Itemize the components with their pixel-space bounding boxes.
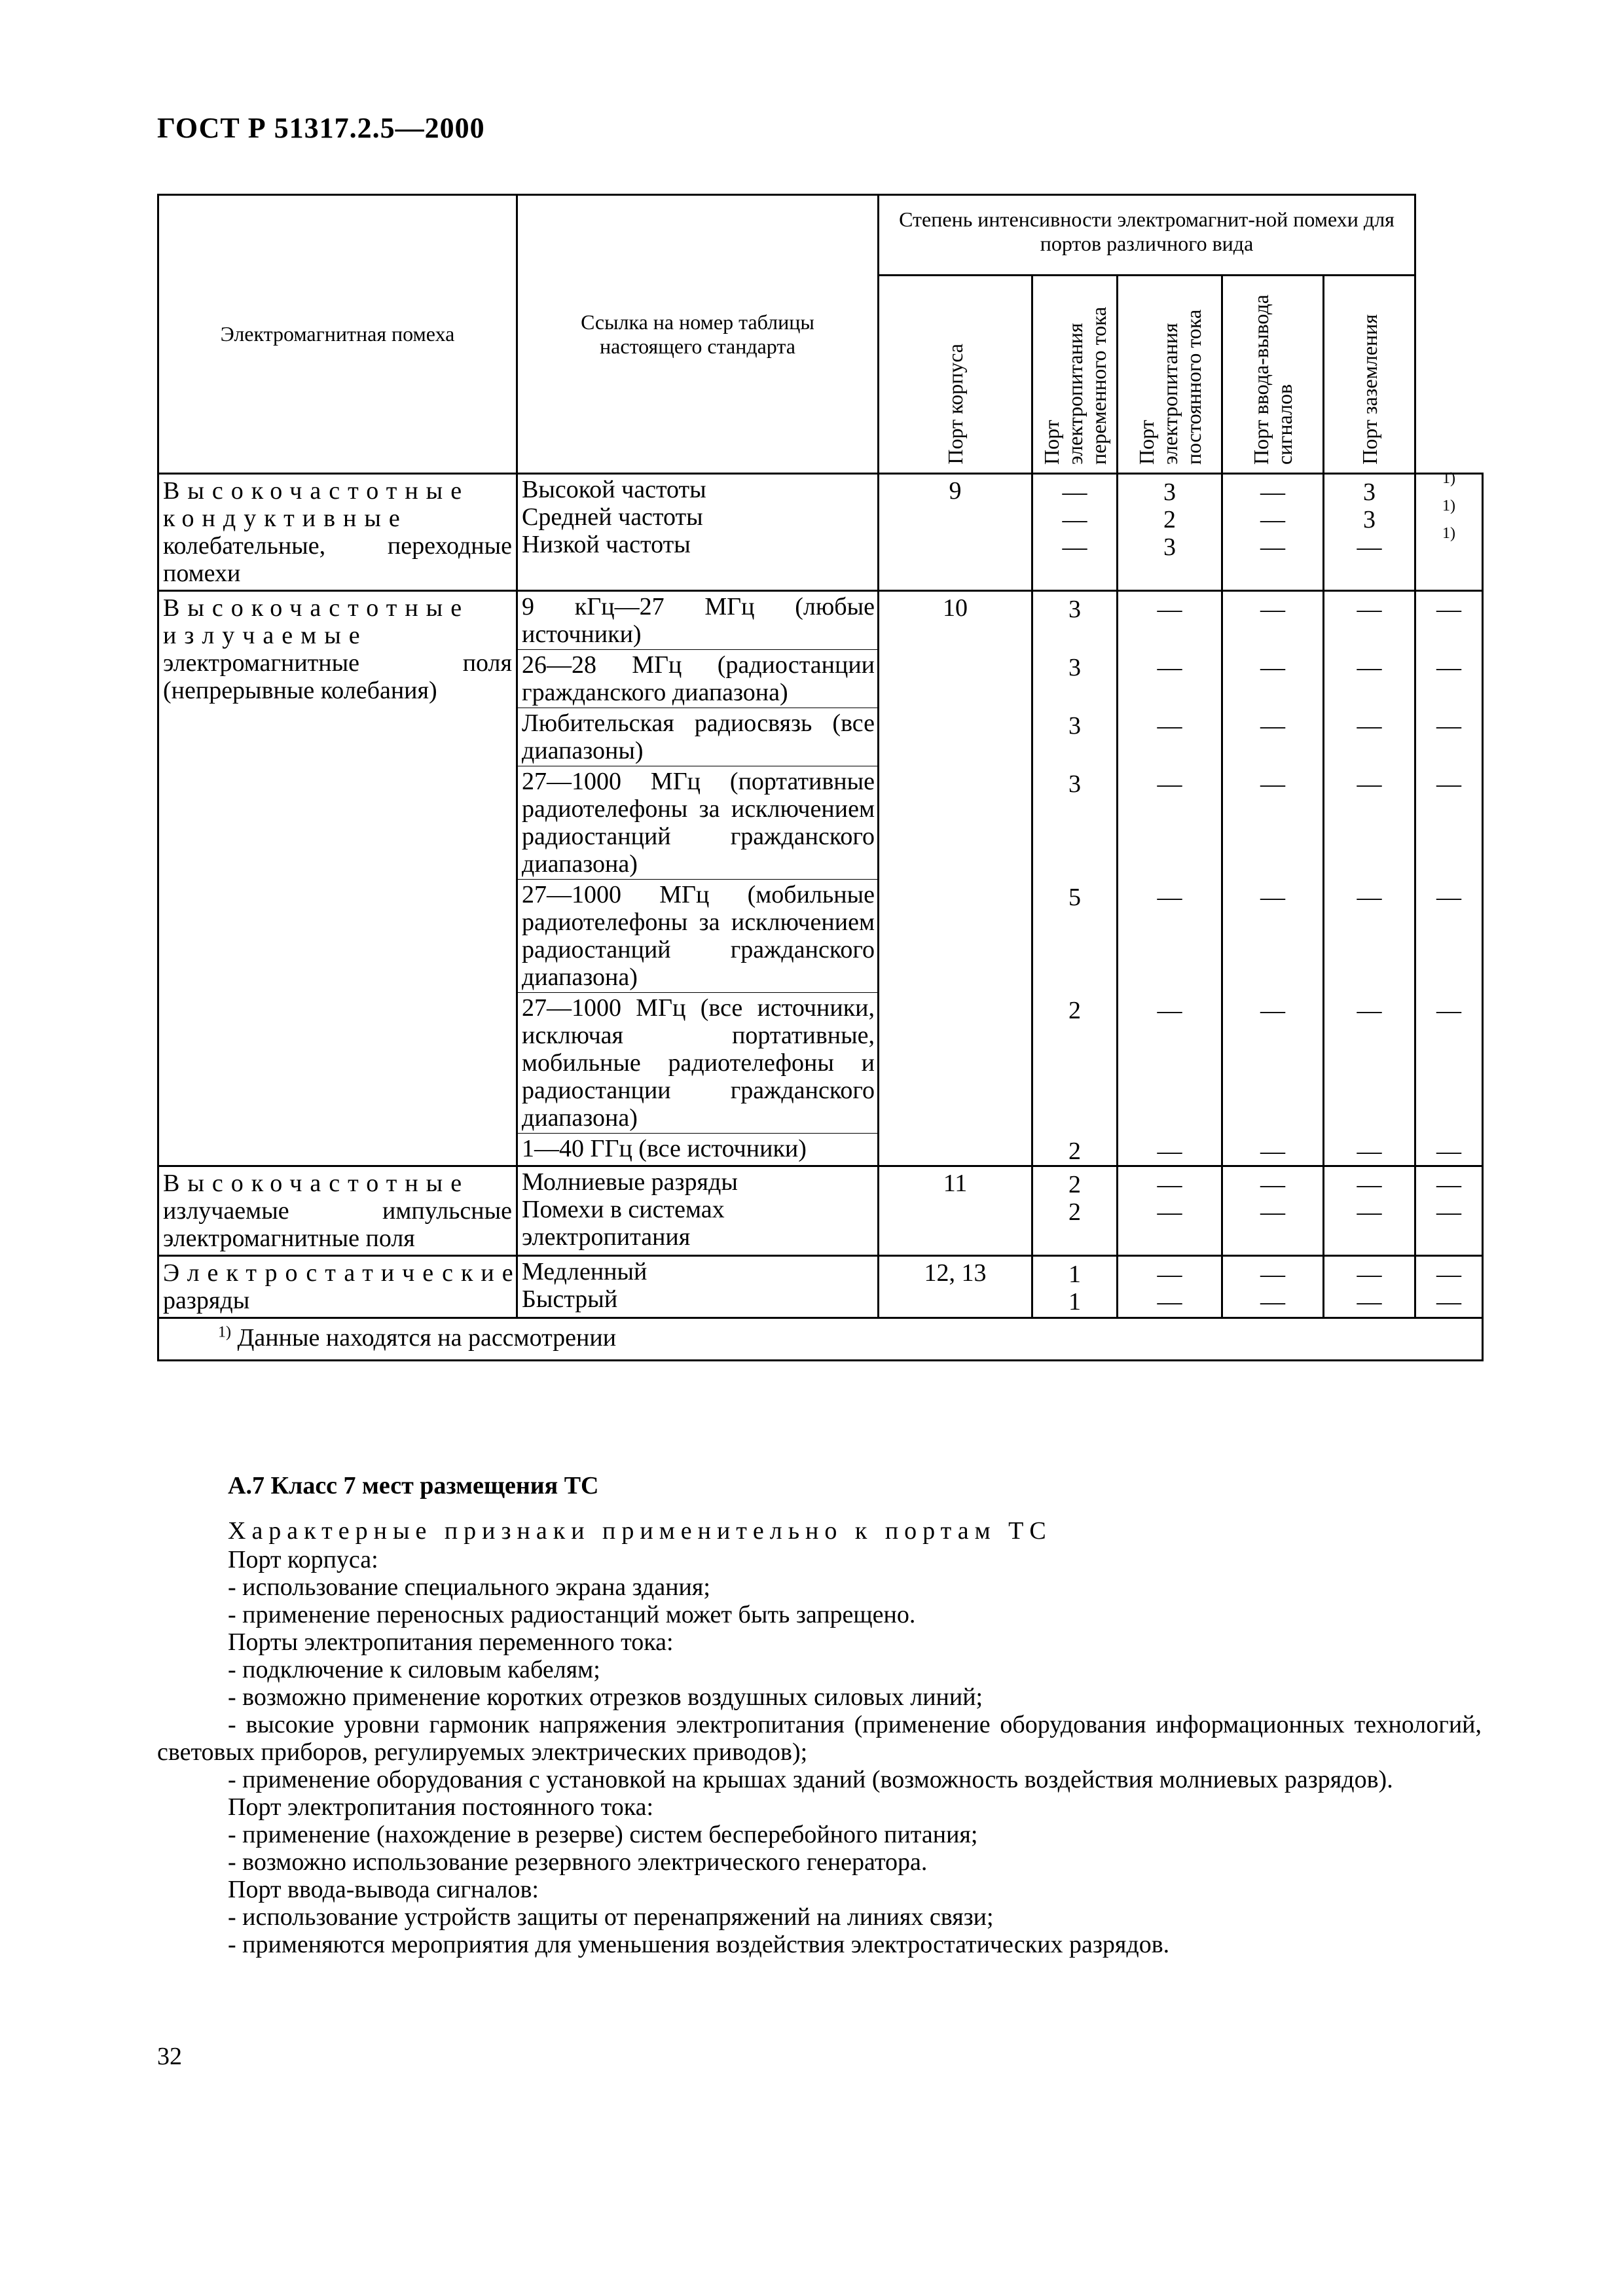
subtype-label: Молниевые разряды — [522, 1168, 738, 1196]
ref-cell — [879, 591, 1032, 1166]
section-line: Порт электропитания постоянного тока: — [228, 1793, 654, 1821]
value: 1) — [1442, 525, 1455, 542]
value-cell — [1324, 766, 1415, 880]
subtype-label: 1—40 ГГц (все источники) — [522, 1135, 807, 1162]
subtype-label: Средней частоты — [522, 503, 703, 531]
value-cell — [1222, 766, 1324, 880]
value: — — [1436, 1137, 1461, 1165]
section-line: - применение (нахождение в резерве) систем бесперебойного питания; — [228, 1821, 978, 1848]
value: — — [1260, 770, 1285, 798]
value-cell — [1032, 650, 1118, 708]
value: — — [1260, 996, 1285, 1024]
section-line: Порты электропитания переменного тока: — [228, 1628, 674, 1656]
section-line: - высокие уровни гармоник напряжения электропитания (применение оборудования информационных технологий, световых приборов, регулируемых электрических приводов); — [157, 1711, 1482, 1766]
value: — — [1436, 996, 1461, 1024]
subtype-cell — [517, 650, 879, 708]
port-header-1 — [879, 276, 1032, 474]
value: 3 — [1363, 506, 1376, 533]
value: — — [1357, 653, 1382, 681]
category-cell — [158, 474, 517, 591]
value: — — [1357, 1170, 1382, 1198]
value-cell — [1324, 1255, 1415, 1318]
port-header-label: Порт электропитания переменного тока — [1039, 306, 1110, 465]
category-title: Высокочастотные кондуктивные — [163, 477, 470, 532]
value: 1) — [1442, 470, 1455, 487]
category-desc: разряды — [163, 1286, 250, 1314]
value: — — [1260, 653, 1285, 681]
value: — — [1436, 1260, 1461, 1288]
value: — — [1260, 1170, 1285, 1198]
category-desc: излучаемые импульсные электромагнитные поля — [163, 1196, 512, 1252]
category-cell — [158, 1166, 517, 1255]
port-header-label: Порт электропитания постоянного тока — [1134, 309, 1205, 465]
value: 2 — [1068, 1170, 1081, 1198]
value: — — [1157, 1198, 1182, 1226]
value-cell — [1118, 993, 1222, 1134]
value: — — [1357, 1287, 1382, 1316]
page-number: 32 — [157, 2043, 182, 2070]
subtype-cell — [517, 880, 879, 993]
table-row — [158, 1166, 1483, 1255]
value-cell — [1032, 993, 1118, 1134]
value-cell — [1118, 1166, 1222, 1255]
value-cell — [1118, 1134, 1222, 1166]
document-header: ГОСТ Р 51317.2.5—2000 — [157, 112, 485, 144]
section-line: - применение оборудования с установкой на крышах зданий (возможность воздействия молниевых разрядов). — [228, 1766, 1393, 1793]
subtype-label: 27—1000 МГц (все источники, исключая портативные, мобильные радиотелефоны и радиостанции гражданского диапазона) — [522, 994, 875, 1132]
value-cell — [1118, 1255, 1222, 1318]
value: — — [1260, 478, 1285, 506]
value-cell — [1032, 1166, 1118, 1255]
value-cell — [1324, 650, 1415, 708]
value: — — [1157, 711, 1182, 740]
footnote-cell — [158, 1318, 1483, 1360]
value: — — [1157, 1260, 1182, 1288]
value: 1 — [1068, 1260, 1081, 1288]
value: 1 — [1068, 1287, 1081, 1316]
category-desc: электромагнитные поля (непрерывные колебания) — [163, 649, 512, 704]
port-header-label: Порт ввода-вывода сигналов — [1249, 295, 1296, 465]
value-cell — [1032, 1255, 1118, 1318]
value-cell — [1118, 880, 1222, 993]
value-cell — [1222, 880, 1324, 993]
value: — — [1062, 533, 1087, 561]
value: 2 — [1163, 506, 1176, 533]
footnote-text: Данные находятся на рассмотрении — [237, 1323, 617, 1352]
value: — — [1062, 478, 1087, 506]
value: — — [1357, 533, 1382, 561]
value: 3 — [1068, 770, 1081, 798]
value: 5 — [1068, 883, 1081, 911]
value-cell — [1415, 650, 1483, 708]
col-header-group — [879, 195, 1415, 276]
section-line: - применение переносных радиостанций может быть запрещено. — [228, 1601, 916, 1628]
footnote-row — [158, 1318, 1483, 1360]
value-cell — [1415, 708, 1483, 766]
ref-cell — [879, 1166, 1032, 1255]
value-cell — [1324, 1166, 1415, 1255]
col-header-emp — [158, 195, 517, 474]
value: 2 — [1068, 996, 1081, 1024]
value-cell — [1415, 1134, 1483, 1166]
value-cell — [1324, 880, 1415, 993]
table-row — [158, 1255, 1483, 1318]
value: 1) — [1442, 497, 1455, 514]
value: — — [1357, 996, 1382, 1024]
subtype-cell — [517, 1166, 879, 1255]
value: 3 — [1068, 653, 1081, 681]
ref-value: 11 — [943, 1169, 968, 1197]
subtype-cell — [517, 766, 879, 880]
value: — — [1357, 1198, 1382, 1226]
value: — — [1157, 1137, 1182, 1165]
category-cell — [158, 1255, 521, 1318]
ref-cell — [879, 474, 1032, 591]
port-header-4 — [1222, 276, 1324, 474]
value-cell — [1415, 1255, 1483, 1318]
value: — — [1157, 770, 1182, 798]
value: — — [1260, 883, 1285, 911]
section-body — [157, 1546, 1482, 1958]
value-cell — [1032, 474, 1118, 591]
col-header-emp-label: Электромагнитная помеха — [220, 322, 455, 346]
value-cell — [1222, 474, 1324, 591]
subtype-label: Помехи в системах электропитания — [522, 1195, 725, 1251]
value: — — [1436, 1170, 1461, 1198]
value-cell — [1222, 1255, 1324, 1318]
subtype-label: 27—1000 МГц (портативные радиотелефоны за исключением радиостанций гражданского диапазона) — [522, 768, 875, 878]
value: — — [1260, 1137, 1285, 1165]
footnote-mark: 1) — [218, 1323, 231, 1340]
section-line: - использование специального экрана здания; — [228, 1573, 710, 1601]
port-header-label: Порт корпуса — [943, 344, 967, 465]
value: — — [1157, 1170, 1182, 1198]
value-cell — [1415, 766, 1483, 880]
subtype-label: Любительская радиосвязь (все диапазоны) — [522, 709, 875, 764]
section-line: - возможно использование резервного электрического генератора. — [228, 1848, 928, 1876]
subtype-label: Быстрый — [522, 1285, 618, 1313]
subtype-label: Низкой частоты — [522, 531, 691, 558]
section-line: - возможно применение коротких отрезков воздушных силовых линий; — [228, 1683, 983, 1711]
value-cell — [1118, 708, 1222, 766]
section-title: А.7 Класс 7 мест размещения ТС — [228, 1472, 599, 1499]
subtype-label: 27—1000 МГц (мобильные радиотелефоны за исключением радиостанций гражданского диапазона) — [522, 881, 875, 991]
col-header-group-label: Степень интенсивности электромагнит-ной помехи для портов различного вида — [899, 207, 1395, 255]
category-title: Электростатические — [163, 1259, 521, 1287]
value-cell — [1415, 880, 1483, 993]
value-cell — [1415, 470, 1483, 591]
value: — — [1436, 883, 1461, 911]
value: — — [1436, 1198, 1461, 1226]
ref-value: 10 — [943, 594, 968, 622]
table-row — [158, 474, 1483, 591]
port-header-3 — [1118, 276, 1222, 474]
value-cell — [1032, 880, 1118, 993]
port-header-2 — [1032, 276, 1118, 474]
value-cell — [1415, 591, 1483, 650]
table-row — [158, 591, 1483, 650]
value: — — [1260, 1287, 1285, 1316]
col-header-ref — [517, 195, 879, 474]
value-cell — [1324, 1134, 1415, 1166]
value: — — [1157, 596, 1182, 623]
value-cell — [1222, 591, 1324, 650]
value-cell — [1032, 766, 1118, 880]
subtype-cell — [517, 708, 879, 766]
ref-cell — [879, 1255, 1032, 1318]
value-cell — [1324, 474, 1415, 591]
value: — — [1157, 653, 1182, 681]
value-cell — [1324, 591, 1415, 650]
subtype-cell — [517, 993, 879, 1134]
value: — — [1436, 770, 1461, 798]
value-cell — [1118, 591, 1222, 650]
value-cell — [1032, 1134, 1118, 1166]
section-subtitle: Характерные признаки применительно к портам ТС — [228, 1517, 1052, 1545]
subtype-label: 9 кГц—27 МГц (любые источники) — [522, 593, 875, 648]
value: — — [1260, 1260, 1285, 1288]
value: 3 — [1363, 478, 1376, 506]
value: — — [1436, 1287, 1461, 1316]
value: 3 — [1068, 596, 1081, 623]
value: 3 — [1068, 711, 1081, 740]
category-cell — [158, 591, 517, 1166]
value: — — [1260, 711, 1285, 740]
value: — — [1260, 533, 1285, 561]
value: — — [1436, 653, 1461, 681]
category-title: Высокочастотные излучаемые — [163, 594, 470, 649]
value-cell — [1032, 591, 1118, 650]
value: — — [1357, 1260, 1382, 1288]
value: — — [1062, 506, 1087, 533]
value-cell — [1222, 1134, 1324, 1166]
value-cell — [1415, 993, 1483, 1134]
value: — — [1260, 1198, 1285, 1226]
value: — — [1157, 1287, 1182, 1316]
value-cell — [1118, 474, 1222, 591]
value: — — [1436, 596, 1461, 623]
category-title: Высокочастотные — [163, 1169, 470, 1197]
subtype-label: Медленный — [522, 1257, 647, 1285]
value: — — [1357, 770, 1382, 798]
subtype-cell — [517, 474, 879, 591]
value: 2 — [1068, 1198, 1081, 1226]
value-cell — [1032, 708, 1118, 766]
section-line: - использование устройств защиты от перенапряжений на линиях связи; — [228, 1903, 994, 1931]
value: — — [1260, 506, 1285, 533]
section-line: Порт ввода-вывода сигналов: — [228, 1876, 539, 1903]
value-cell — [1222, 1166, 1324, 1255]
col-header-ref-label: Ссылка на номер таблицы настоящего стандарта — [581, 310, 814, 358]
value: 3 — [1163, 478, 1176, 506]
value: — — [1357, 596, 1382, 623]
value-cell — [1324, 708, 1415, 766]
value-cell — [1324, 993, 1415, 1134]
value: — — [1357, 883, 1382, 911]
subtype-cell — [517, 1134, 879, 1166]
subtype-label: Высокой частоты — [522, 476, 706, 503]
value: 3 — [1163, 533, 1176, 561]
ref-value: 12, 13 — [924, 1259, 987, 1287]
subtype-cell — [517, 1255, 879, 1318]
value: 2 — [1068, 1137, 1081, 1165]
value-cell — [1222, 708, 1324, 766]
port-header-5 — [1324, 276, 1415, 474]
value-cell — [1222, 650, 1324, 708]
value: — — [1436, 711, 1461, 740]
section-line: - применяются мероприятия для уменьшения воздействия электростатических разрядов. — [228, 1931, 1170, 1958]
value: — — [1260, 596, 1285, 623]
subtype-label: 26—28 МГц (радиостанции гражданского диапазона) — [522, 651, 875, 706]
section-line: - подключение к силовым кабелям; — [228, 1656, 600, 1683]
interference-table — [157, 194, 1484, 1361]
ref-value: 9 — [949, 477, 962, 505]
value-cell — [1415, 1166, 1483, 1255]
value-cell — [1222, 993, 1324, 1134]
value: — — [1157, 996, 1182, 1024]
section-line: Порт корпуса: — [228, 1546, 378, 1573]
port-header-label: Порт заземления — [1357, 314, 1381, 465]
value: — — [1157, 883, 1182, 911]
value: — — [1357, 1137, 1382, 1165]
category-desc: колебательные, переходные помехи — [163, 532, 512, 587]
subtype-cell — [517, 591, 879, 650]
value: — — [1357, 711, 1382, 740]
value-cell — [1118, 650, 1222, 708]
value-cell — [1118, 766, 1222, 880]
header-row — [158, 195, 1483, 276]
